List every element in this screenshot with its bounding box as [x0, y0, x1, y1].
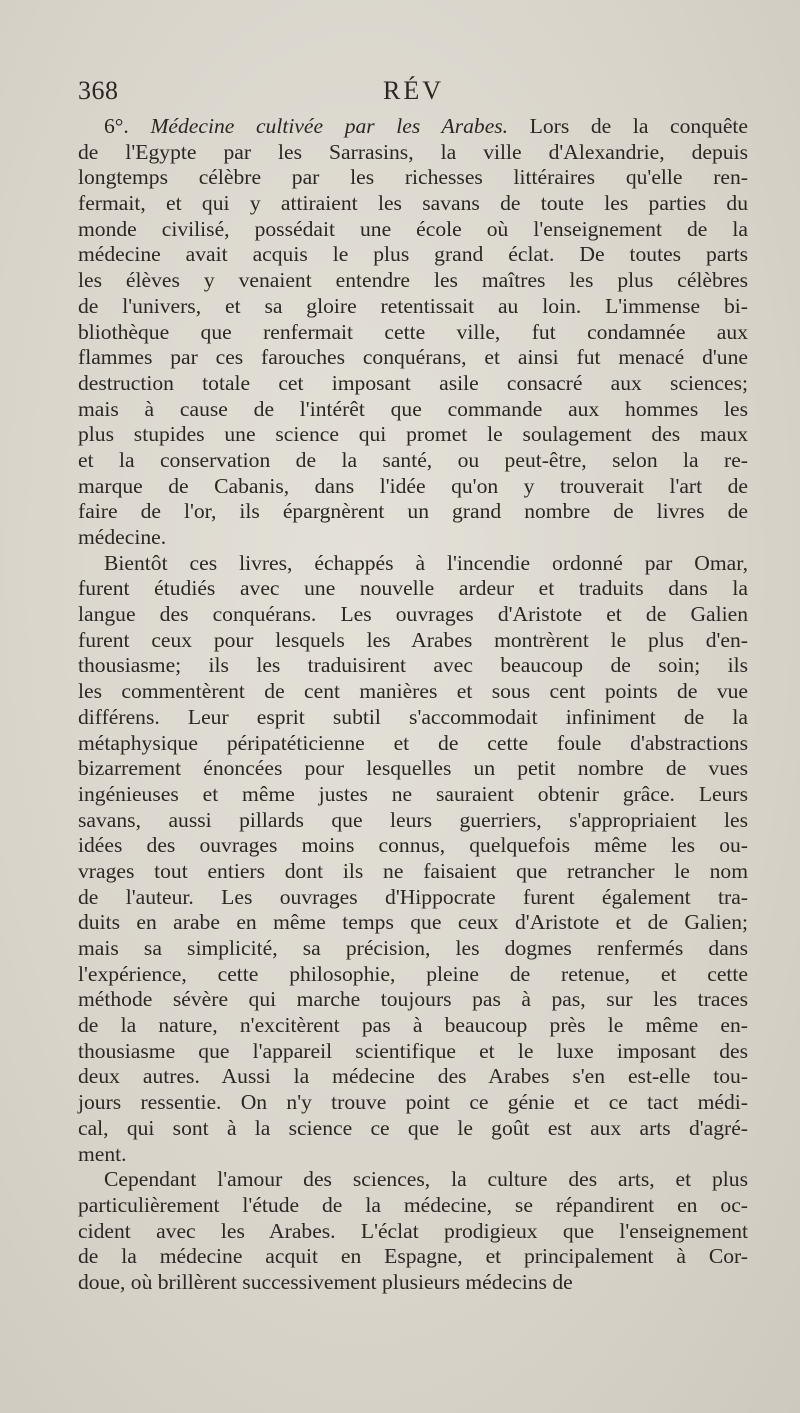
section-heading-italic: Médecine cultivée par les Arabes. — [150, 114, 509, 138]
text-line: différens. Leur esprit subtil s'accommodait infiniment de la — [78, 704, 748, 729]
paragraph — [78, 551, 748, 1168]
text-line: idées des ouvrages moins connus, quelquefois même les ou- — [78, 833, 748, 858]
text-line: cal, qui sont à la science ce que le goût est aux arts d'agré- — [78, 1115, 748, 1140]
text-line: 6°. Médecine cultivée par les Arabes. Lors de la conquête — [104, 114, 748, 138]
text-line: thousiasme; ils les traduisirent avec beaucoup de soin; ils — [78, 653, 748, 678]
text-line: thousiasme que l'appareil scientifique et le luxe imposant des — [78, 1038, 748, 1063]
text-line: médecine avait acquis le plus grand éclat. De toutes parts — [78, 242, 748, 267]
text-line: de la médecine acquit en Espagne, et principalement à Cor- — [78, 1244, 748, 1269]
text-line: de l'Egypte par les Sarrasins, la ville d'Alexandrie, depuis — [78, 139, 748, 164]
text-line: médecine. — [78, 525, 167, 549]
page-header — [78, 76, 748, 110]
text-line: les commentèrent de cent manières et sous cent points de vue — [78, 679, 748, 704]
text-line: Bientôt ces livres, échappés à l'incendie ordonné par Omar, — [104, 550, 748, 575]
text-line: furent ceux pour lesquels les Arabes montrèrent le plus d'en- — [78, 627, 748, 652]
text-line: de l'univers, et sa gloire retentissait au loin. L'immense bi- — [78, 293, 748, 318]
text-line: ingénieuses et même justes ne sauraient obtenir grâce. Leurs — [78, 781, 748, 806]
text-line: les élèves y venaient entendre les maîtres les plus célèbres — [78, 268, 748, 293]
text-line: duits en arabe en même temps que ceux d'Aristote et de Galien; — [78, 910, 748, 935]
text-line: faire de l'or, ils épargnèrent un grand nombre de livres de — [78, 499, 748, 524]
text-line: et la conservation de la santé, ou peut-être, selon la re- — [78, 447, 748, 472]
text-line: bizarrement énoncées pour lesquelles un petit nombre de vues — [78, 756, 748, 781]
text-line: métaphysique péripatéticienne et de cette foule d'abstractions — [78, 730, 748, 755]
text-line: cident avec les Arabes. L'éclat prodigieux que l'enseignement — [78, 1218, 748, 1243]
text-line: marque de Cabanis, dans l'idée qu'on y trouverait l'art de — [78, 473, 748, 498]
text-line: doue, où brillèrent successivement plusieurs médecins de — [78, 1269, 573, 1294]
paragraph — [78, 114, 748, 551]
text-line: monde civilisé, possédait une école où l'enseignement de la — [78, 216, 748, 241]
text-line: de l'auteur. Les ouvrages d'Hippocrate furent également tra- — [78, 884, 748, 909]
text-line: ment. — [78, 1141, 127, 1166]
text-line: deux autres. Aussi la médecine des Arabes s'en est-elle tou- — [78, 1064, 748, 1089]
text-line: de la nature, n'excitèrent pas à beaucoup près le même en- — [78, 1013, 748, 1038]
text-line: plus stupides une science qui promet le soulagement des maux — [78, 422, 748, 447]
running-head: RÉV — [383, 76, 444, 105]
text-line: particulièrement l'étude de la médecine, se répandirent en oc- — [78, 1192, 748, 1217]
text-line: flammes par ces farouches conquérans, et ainsi fut menacé d'une — [78, 345, 748, 370]
text-line: Cependant l'amour des sciences, la culture des arts, et plus — [104, 1167, 748, 1192]
text-line: l'expérience, cette philosophie, pleine de retenue, et cette — [78, 961, 748, 986]
text-line: mais sa simplicité, sa précision, les dogmes renfermés dans — [78, 936, 748, 960]
text-line: langue des conquérans. Les ouvrages d'Aristote et de Galien — [78, 602, 748, 627]
text-line: longtemps célèbre par les richesses littéraires qu'elle ren- — [78, 165, 748, 190]
text-line: mais à cause de l'intérêt que commande aux hommes les — [78, 396, 748, 421]
text-line: savans, aussi pillards que leurs guerriers, s'appropriaient les — [78, 807, 748, 832]
text-line: furent étudiés avec une nouvelle ardeur et traduits dans la — [78, 576, 748, 601]
text-line: destruction totale cet imposant asile consacré aux sciences; — [78, 370, 748, 395]
text-line: vrages tout entiers dont ils ne faisaient que retrancher le nom — [78, 858, 748, 883]
paragraph — [78, 1167, 748, 1295]
text-line: bliothèque que renfermait cette ville, fut condamnée aux — [78, 319, 748, 344]
text-line: fermait, et qui y attiraient les savans de toute les parties du — [78, 191, 748, 216]
text-line: jours ressentie. On n'y trouve point ce génie et ce tact médi- — [78, 1090, 748, 1115]
body-text — [78, 114, 748, 1296]
text-line: méthode sévère qui marche toujours pas à pas, sur les traces — [78, 987, 748, 1012]
page-number: 368 — [78, 76, 119, 105]
